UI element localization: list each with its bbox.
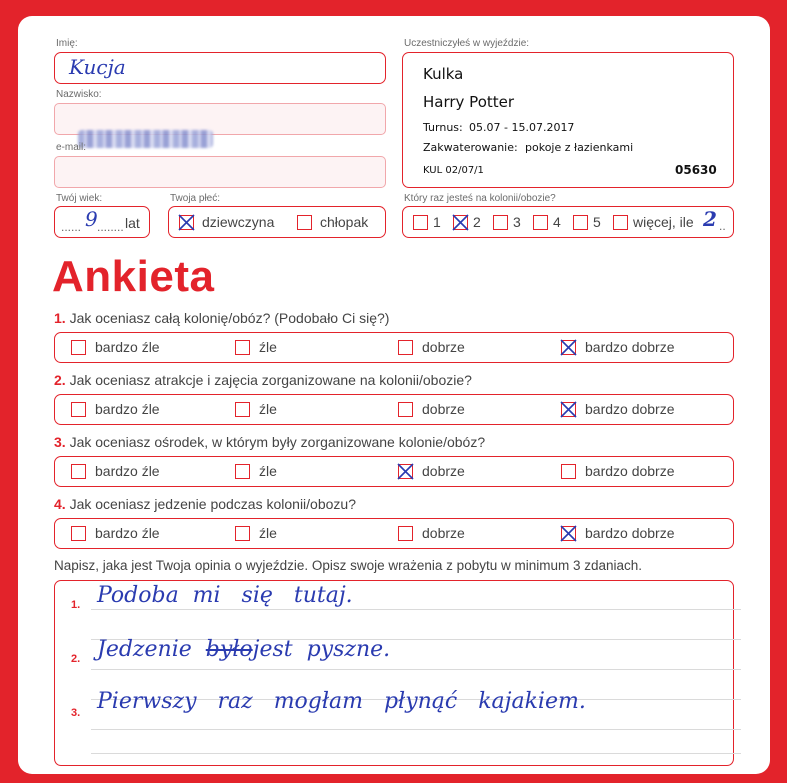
opinion-field[interactable]: [54, 580, 734, 766]
age-unit: lat: [125, 215, 140, 231]
rating-option-label: bardzo dobrze: [585, 401, 675, 417]
turnus-label: Turnus:: [423, 121, 463, 134]
accommodation-label: Zakwaterowanie:: [423, 141, 518, 154]
question-3-text: [54, 434, 485, 450]
question-label: Jak oceniasz ośrodek, w którym były zorganizowane kolonie/obóz?: [69, 434, 486, 450]
question-number: 3.: [54, 434, 66, 450]
question-2-checkbox-2[interactable]: [235, 402, 250, 417]
rating-option-label: bardzo źle: [95, 401, 160, 417]
rating-option-label: źle: [259, 525, 277, 541]
question-4-checkbox-3[interactable]: [398, 526, 413, 541]
question-1-answers: [54, 332, 734, 363]
email-field[interactable]: [54, 156, 386, 188]
rating-option-label: dobrze: [422, 401, 465, 417]
check-mark-icon: [559, 400, 578, 419]
check-mark-icon: [396, 462, 415, 481]
times-option-3: 3: [513, 214, 521, 230]
age-dots-after: ........: [97, 220, 124, 234]
age-label: Twój wiek:: [56, 193, 103, 204]
accommodation-value: pokoje z łazienkami: [525, 141, 634, 154]
age-value: 9: [85, 207, 98, 231]
question-number: 4.: [54, 496, 66, 512]
question-2-answers: [54, 394, 734, 425]
question-3-checkbox-2[interactable]: [235, 464, 250, 479]
question-1-checkbox-2[interactable]: [235, 340, 250, 355]
times-checkbox-2[interactable]: [453, 215, 468, 230]
trip-card: [402, 52, 734, 188]
question-1-checkbox-1[interactable]: [71, 340, 86, 355]
rating-option-label: dobrze: [422, 463, 465, 479]
times-more-value: 2: [703, 207, 717, 231]
question-2-checkbox-1[interactable]: [71, 402, 86, 417]
opinion-line-3: Pierwszy raz mogłam płynąć kajakiem.: [97, 689, 586, 714]
opinion-line-2-number: 2.: [71, 653, 81, 665]
survey-sheet: [18, 16, 770, 774]
gender-field: [168, 206, 386, 238]
trip-theme: Harry Potter: [423, 93, 515, 111]
rating-option-label: dobrze: [422, 339, 465, 355]
surname-redacted-value: [78, 130, 213, 148]
rating-option-label: źle: [259, 401, 277, 417]
times-checkbox-4[interactable]: [533, 215, 548, 230]
times-option-1: 1: [433, 214, 441, 230]
gender-checkbox-girl[interactable]: [179, 215, 194, 230]
opinion-line-1-number: 1.: [71, 599, 81, 611]
name-value: Kucja: [69, 55, 126, 79]
rating-option-label: bardzo dobrze: [585, 339, 675, 355]
question-4-checkbox-4[interactable]: [561, 526, 576, 541]
question-4-checkbox-2[interactable]: [235, 526, 250, 541]
rating-option-label: źle: [259, 463, 277, 479]
question-label: Jak oceniasz jedzenie podczas kolonii/obozu?: [69, 496, 356, 512]
question-3-checkbox-3[interactable]: [398, 464, 413, 479]
check-mark-icon: [559, 338, 578, 357]
rating-option-label: bardzo źle: [95, 339, 160, 355]
trip-number: 05630: [675, 163, 717, 177]
times-field: [402, 206, 734, 238]
check-mark-icon: [559, 524, 578, 543]
question-1-text: [54, 310, 389, 326]
question-3-checkbox-1[interactable]: [71, 464, 86, 479]
times-option-5: 5: [593, 214, 601, 230]
opinion-line-2: [97, 637, 390, 662]
question-1-checkbox-4[interactable]: [561, 340, 576, 355]
trip-name: Kulka: [423, 65, 464, 83]
times-option-2: 2: [473, 214, 481, 230]
gender-label: Twoja płeć:: [170, 193, 221, 204]
question-number: 1.: [54, 310, 66, 326]
question-4-answers: [54, 518, 734, 549]
survey-title: Ankieta: [52, 252, 215, 301]
opinion-line-2-struck: było: [205, 637, 253, 662]
rating-option-label: bardzo dobrze: [585, 463, 675, 479]
rating-option-label: dobrze: [422, 525, 465, 541]
opinion-line-2-start: Jedzenie: [97, 637, 206, 662]
age-dots-before: ......: [61, 220, 82, 234]
times-checkbox-1[interactable]: [413, 215, 428, 230]
surname-label: Nazwisko:: [56, 89, 102, 100]
name-label: Imię:: [56, 38, 78, 49]
gender-option-boy: chłopak: [320, 214, 369, 230]
question-2-checkbox-4[interactable]: [561, 402, 576, 417]
age-field[interactable]: [54, 206, 150, 238]
question-4-checkbox-1[interactable]: [71, 526, 86, 541]
rating-option-label: bardzo źle: [95, 525, 160, 541]
opinion-prompt: Napisz, jaka jest Twoja opinia o wyjeździe. Opisz swoje wrażenia z pobytu w minimum 3 zdaniach.: [54, 558, 643, 573]
opinion-line-1: Podoba mi się tutaj.: [97, 583, 353, 608]
rating-option-label: bardzo dobrze: [585, 525, 675, 541]
rating-option-label: bardzo źle: [95, 463, 160, 479]
gender-checkbox-boy[interactable]: [297, 215, 312, 230]
opinion-line-3-number: 3.: [71, 707, 81, 719]
question-1-checkbox-3[interactable]: [398, 340, 413, 355]
times-checkbox-3[interactable]: [493, 215, 508, 230]
question-label: Jak oceniasz całą kolonię/obóz? (Podobało Ci się?): [69, 310, 390, 326]
opinion-line-2-rest: jest pyszne.: [252, 637, 391, 662]
question-label: Jak oceniasz atrakcje i zajęcia zorganizowane na kolonii/obozie?: [69, 372, 472, 388]
times-more-dots: ..: [719, 219, 726, 233]
times-label: Który raz jesteś na kolonii/obozie?: [404, 193, 556, 204]
gender-option-girl: dziewczyna: [202, 214, 275, 230]
check-mark-icon: [451, 213, 470, 232]
question-number: 2.: [54, 372, 66, 388]
question-2-text: [54, 372, 472, 388]
times-more-label: więcej, ile: [633, 214, 694, 230]
name-field[interactable]: [54, 52, 386, 84]
trip-label: Uczestniczyłeś w wyjeździe:: [404, 38, 530, 49]
question-3-checkbox-4[interactable]: [561, 464, 576, 479]
rating-option-label: źle: [259, 339, 277, 355]
trip-code: KUL 02/07/1: [423, 165, 484, 176]
question-2-checkbox-3[interactable]: [398, 402, 413, 417]
times-checkbox-5[interactable]: [573, 215, 588, 230]
times-option-4: 4: [553, 214, 561, 230]
email-label: e-mail:: [56, 142, 87, 153]
turnus-value: 05.07 - 15.07.2017: [469, 121, 575, 134]
times-checkbox-more[interactable]: [613, 215, 628, 230]
question-4-text: [54, 496, 356, 512]
check-mark-icon: [177, 213, 196, 232]
question-3-answers: [54, 456, 734, 487]
